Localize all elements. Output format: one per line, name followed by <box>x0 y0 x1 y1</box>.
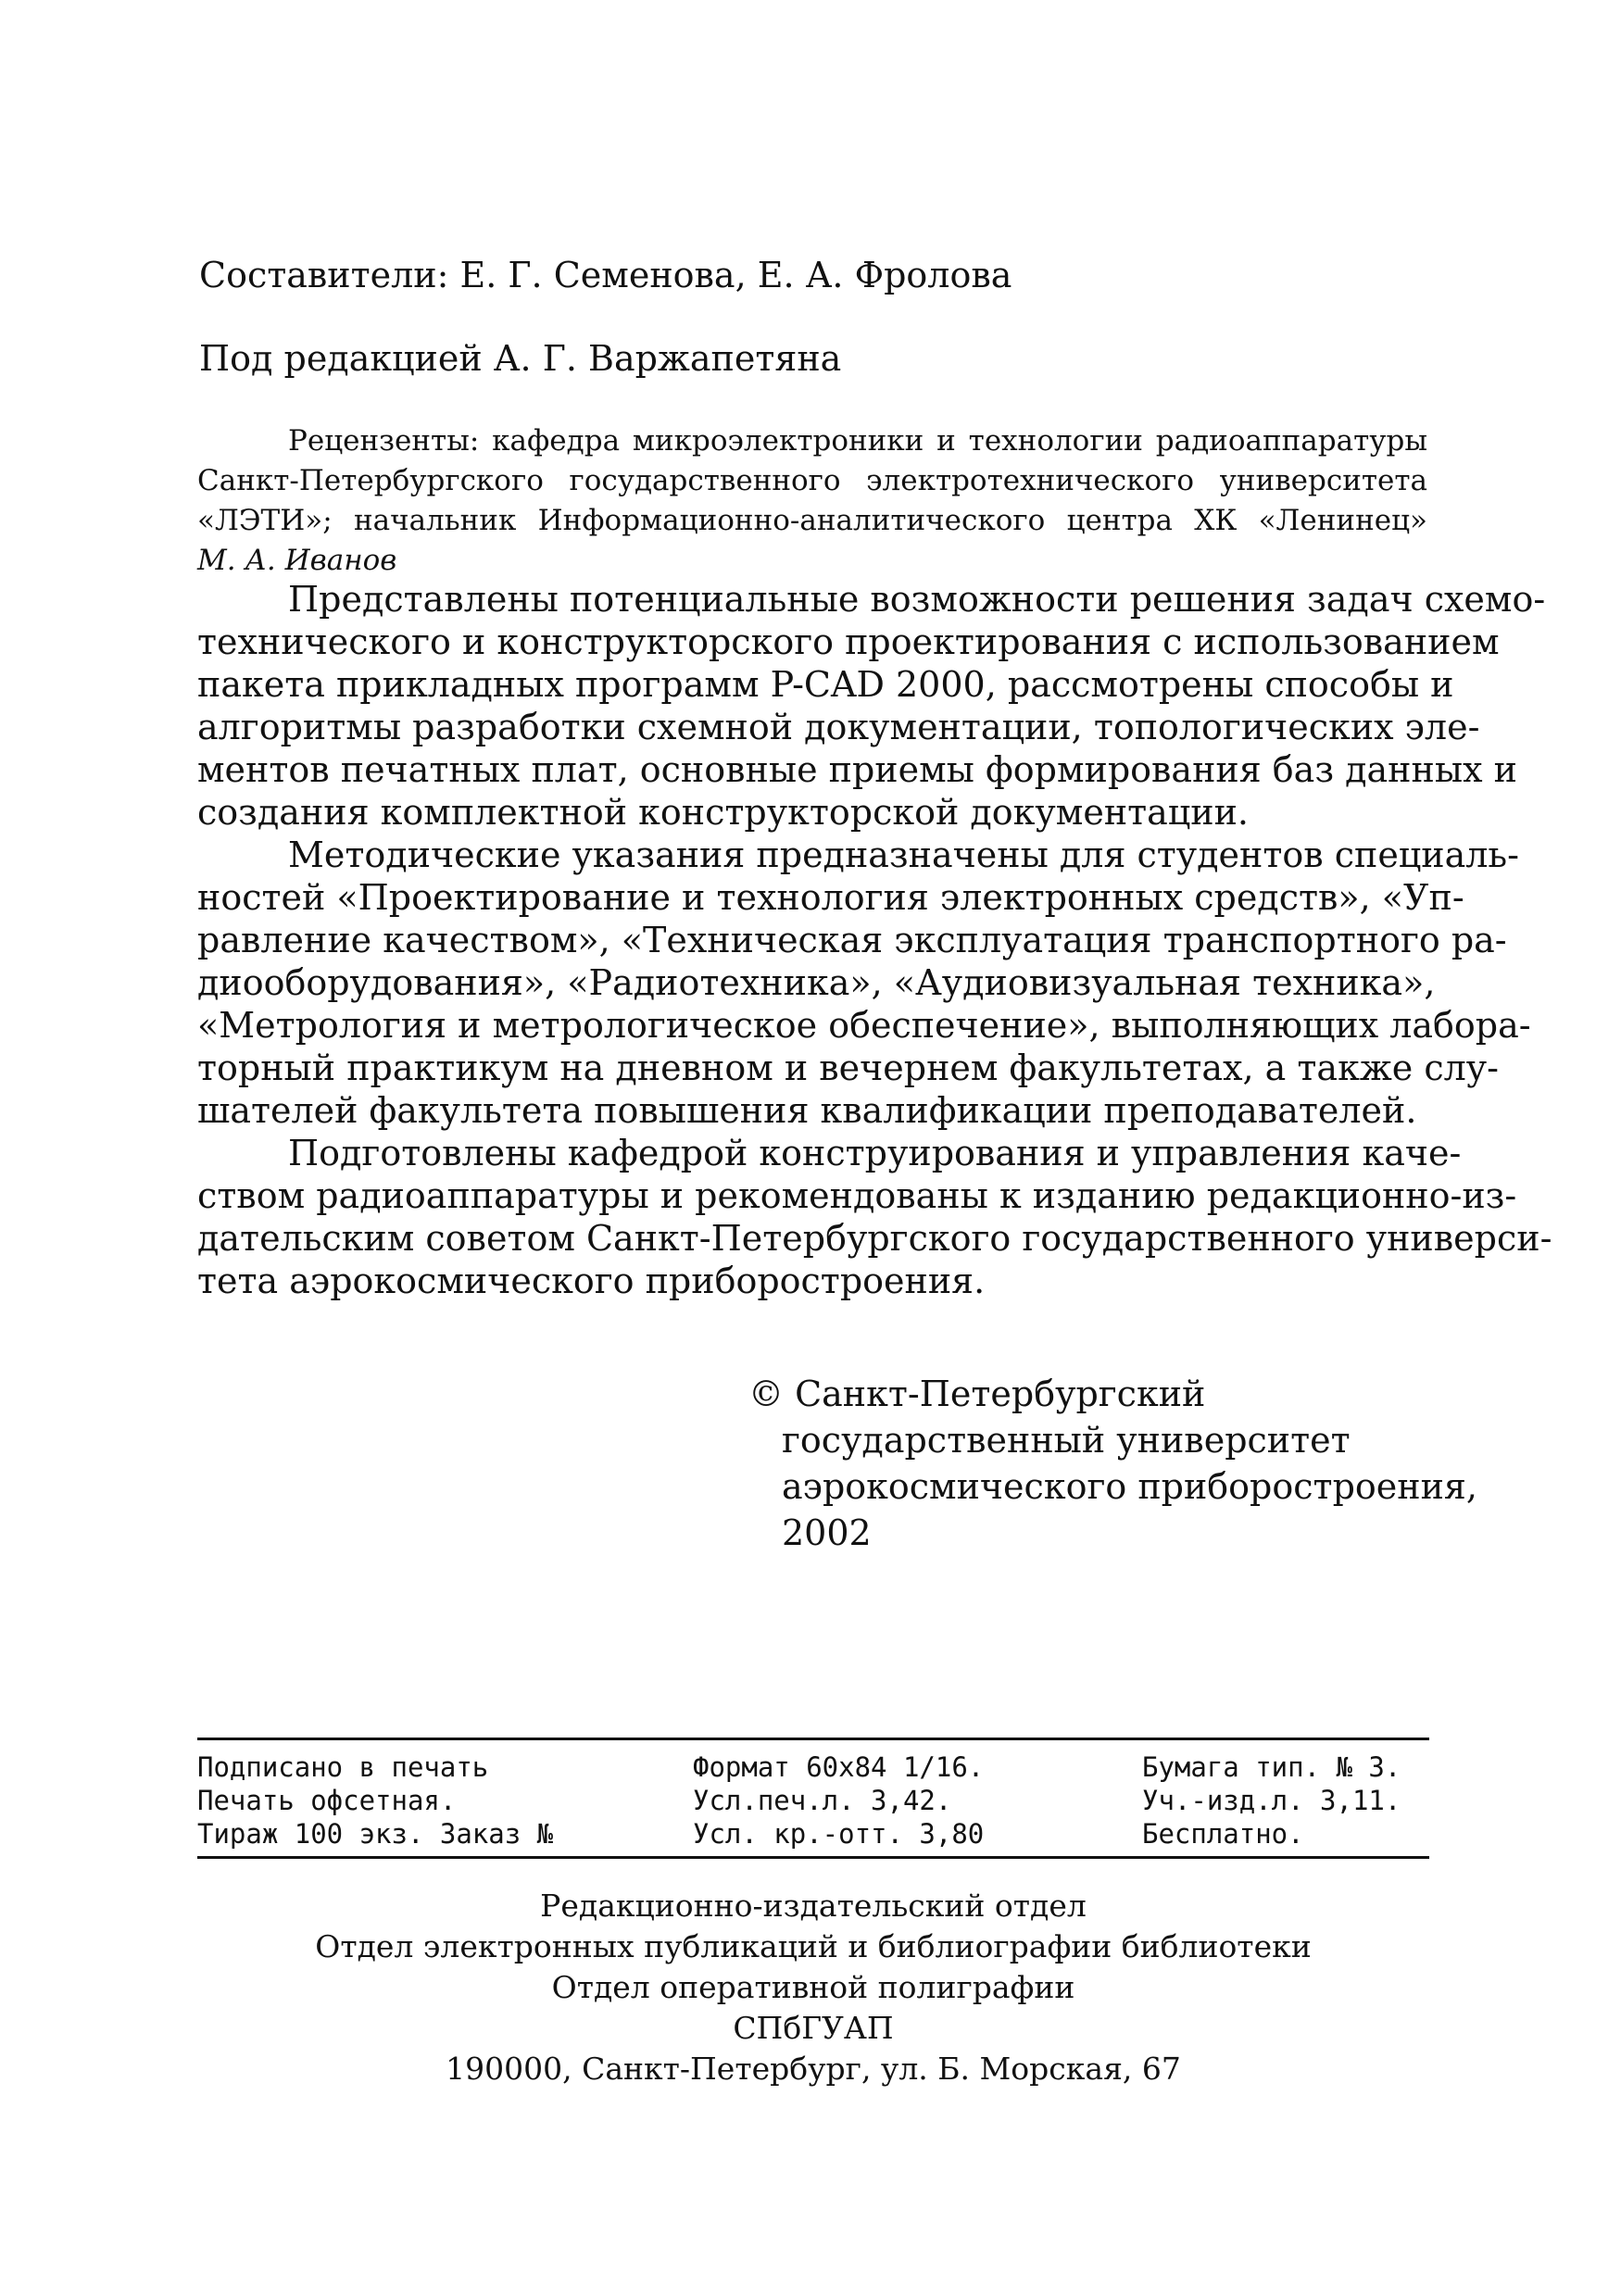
copyright-block <box>748 1371 1477 1556</box>
abstract-line: дательским советом Санкт-Петербургского государственного универси- <box>197 1218 1552 1259</box>
reviewers-block <box>197 421 1427 581</box>
copyright-year: 2002 <box>782 1512 872 1553</box>
imprint-cell: Подписано в печать <box>197 1751 489 1783</box>
abstract-line: алгоритмы разработки схемной документации, топологических эле- <box>197 707 1480 747</box>
imprint-cell: Бумага тип. № 3. <box>1142 1751 1401 1783</box>
copyright-line: аэрокосмического приборостроения, <box>782 1466 1477 1507</box>
imprint-bottom-rule <box>197 1856 1429 1859</box>
imprint-top-rule <box>197 1738 1429 1740</box>
publisher-line: Отдел электронных публикаций и библиографии библиотеки <box>315 1928 1312 1964</box>
publisher-line: СПбГУАП <box>733 2010 894 2046</box>
imprint-cell: Усл.печ.л. 3,42. <box>693 1785 952 1816</box>
abstract-line: Методические указания предназначены для студентов специаль- <box>288 834 1519 875</box>
abstract-line: шателей факультета повышения квалификации преподавателей. <box>197 1090 1417 1131</box>
abstract-line: ментов печатных плат, основные приемы формирования баз данных и <box>197 749 1517 790</box>
abstract-line: «Метрология и метрологическое обеспечение», выполняющих лабора- <box>197 1005 1531 1046</box>
abstract-line: торный практикум на дневном и вечернем факультетах, а также слу- <box>197 1048 1499 1088</box>
abstract-line: создания комплектной конструкторской документации. <box>197 792 1250 833</box>
imprint-row <box>197 1817 1429 1851</box>
abstract-line: Представлены потенциальные возможности решения задач схемо- <box>288 579 1546 620</box>
imprint-cell: Тираж 100 экз. Заказ № <box>197 1818 554 1850</box>
compilers-line: Составители: Е. Г. Семенова, Е. А. Фролова <box>199 255 1012 295</box>
abstract-line: диооборудования», «Радиотехника», «Аудиовизуальная техника», <box>197 962 1436 1003</box>
abstract-line: тета аэрокосмического приборостроения. <box>197 1261 986 1301</box>
abstract-line: технического и конструкторского проектирования с использованием <box>197 621 1500 662</box>
imprint-cell: Печать офсетная. <box>197 1785 457 1816</box>
publisher-block <box>197 1886 1429 2089</box>
reviewers-line: Санкт-Петербургского государственного электротехнического университета <box>197 464 1427 497</box>
abstract-line: Подготовлены кафедрой конструирования и управления каче- <box>288 1133 1462 1173</box>
publisher-line: Отдел оперативной полиграфии <box>551 1969 1075 2005</box>
editor-line: Под редакцией А. Г. Варжапетяна <box>199 338 842 379</box>
imprint-row <box>197 1750 1429 1784</box>
publisher-address: 190000, Санкт-Петербург, ул. Б. Морская, 67 <box>446 2051 1181 2087</box>
abstract-text <box>197 578 1552 1302</box>
reviewers-line: «ЛЭТИ»; начальник Информационно-аналитического центра ХК «Ленинец» <box>197 504 1427 537</box>
imprint-row <box>197 1784 1429 1817</box>
imprint-cell: Уч.-изд.л. 3,11. <box>1142 1785 1401 1816</box>
copyright-line: © Санкт-Петербургский <box>748 1374 1206 1414</box>
reviewers-line: Рецензенты: кафедра микроэлектроники и технологии радиоаппаратуры <box>288 424 1427 458</box>
imprint-cell: Бесплатно. <box>1142 1818 1304 1850</box>
copyright-line: государственный университет <box>782 1420 1351 1461</box>
abstract-line: ством радиоаппаратуры и рекомендованы к изданию редакционно-из- <box>197 1175 1517 1216</box>
publisher-line: Редакционно-издательский отдел <box>540 1888 1087 1924</box>
imprint-cell: Формат 60x84 1/16. <box>693 1751 985 1783</box>
abstract-line: ностей «Проектирование и технология электронных средств», «Уп- <box>197 877 1464 918</box>
imprint-cell: Усл. кр.-отт. 3,80 <box>693 1818 985 1850</box>
reviewer-name: М. А. Иванов <box>197 544 397 577</box>
abstract-line: равление качеством», «Техническая эксплуатация транспортного ра- <box>197 920 1507 960</box>
imprint-table <box>197 1750 1429 1851</box>
abstract-line: пакета прикладных программ P-CAD 2000, рассмотрены способы и <box>197 664 1454 705</box>
